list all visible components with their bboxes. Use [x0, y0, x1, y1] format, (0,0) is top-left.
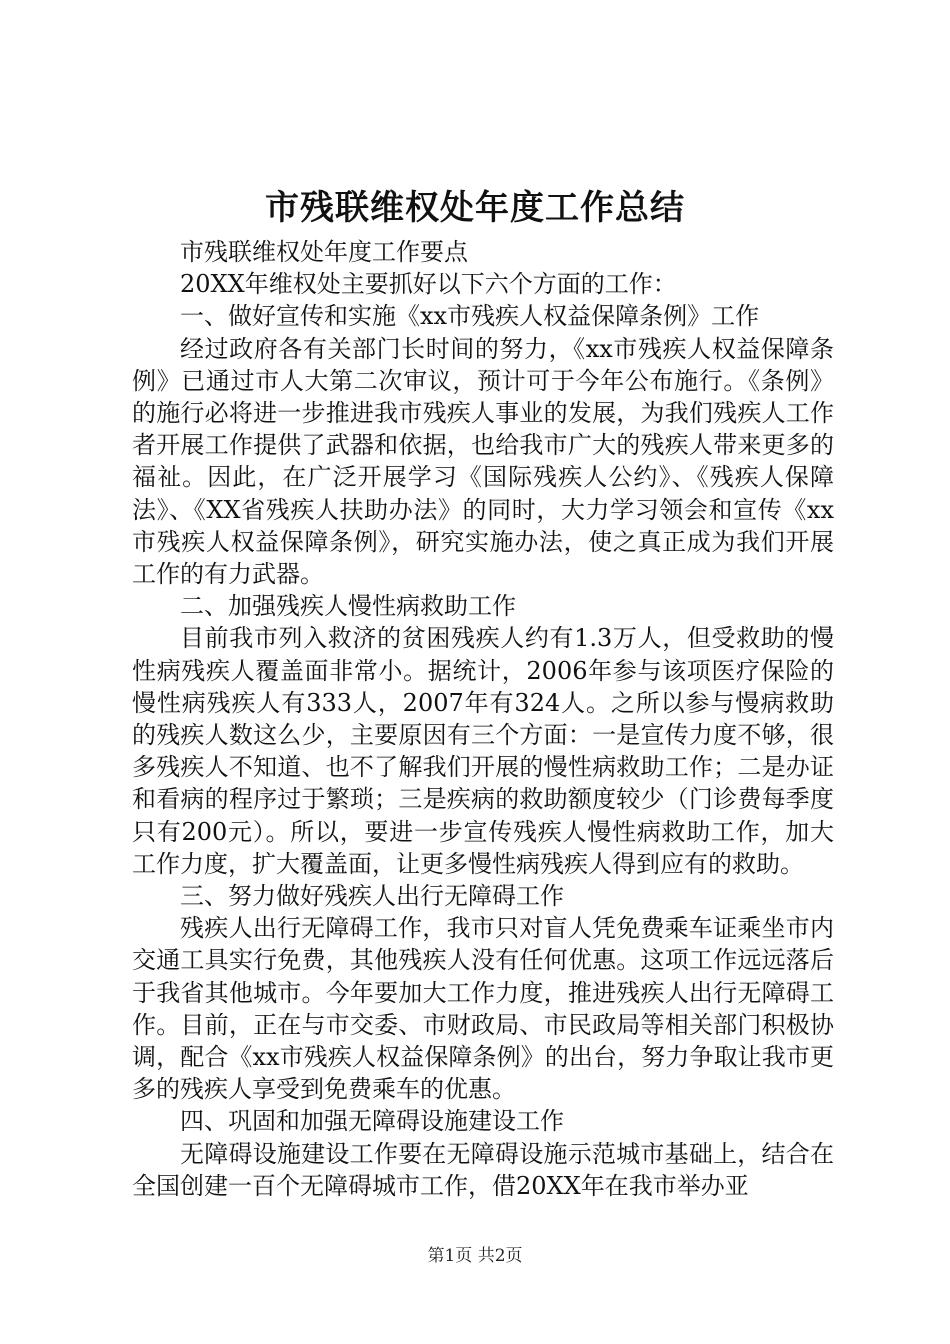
document-title: 市残联维权处年度工作总结 [265, 188, 685, 228]
section-heading: 三、努力做好残疾人出行无障碍工作 [180, 882, 564, 911]
paragraph: 20XX年维权处主要抓好以下六个方面的工作： [180, 270, 677, 299]
paragraph: 目前我市列入救济的贫困残疾人约有1.3万人，但受救助的慢性病残疾人覆盖面非常小。据统计，2006年参与该项医疗保险的慢性病残疾人有333人，2007年有324人。之所以参与慢病救助的残疾人数这么少，主要原因有三个方面：一是宣传力度不够，很多残疾人不知道、也不了解我们开展的慢性病救助工作；二是办证和看病的程序过于繁琐；三是疾病的救助额度较少（门诊费每季度只有200元）。所以，要进一步宣传残疾人慢性病救助工作，加大工作力度，扩大覆盖面，让更多慢性病残疾人得到应有的救助。 [132, 624, 834, 878]
paragraph: 残疾人出行无障碍工作，我市只对盲人凭免费乘车证乘坐市内交通工具实行免费，其他残疾人没有任何优惠。这项工作远远落后于我省其他城市。今年要加大工作力度，推进残疾人出行无障碍工作。目前，正在与市交委、市财政局、市民政局等相关部门积极协调，配合《xx市残疾人权益保障条例》的出台，努力争取让我市更多的残疾人享受到免费乘车的优惠。 [132, 914, 834, 1104]
section-heading: 一、做好宣传和实施《xx市残疾人权益保障条例》工作 [180, 302, 760, 331]
document-body [132, 236, 834, 1202]
section-heading: 二、加强残疾人慢性病救助工作 [180, 592, 516, 621]
section-heading: 四、巩固和加强无障碍设施建设工作 [180, 1107, 564, 1136]
paragraph: 经过政府各有关部门长时间的努力，《xx市残疾人权益保障条例》已通过市人大第二次审议，预计可于今年公布施行。《条例》的施行必将进一步推进我市残疾人事业的发展，为我们残疾人工作者开展工作提供了武器和依据，也给我市广大的残疾人带来更多的福祉。因此，在广泛开展学习《国际残疾人公约》、《残疾人保障法》、《XX省残疾人扶助办法》的同时，大力学习领会和宣传《xx市残疾人权益保障条例》，研究实施办法，使之真正成为我们开展工作的有力武器。 [132, 334, 834, 589]
paragraph: 市残联维权处年度工作要点 [180, 238, 468, 266]
paragraph: 无障碍设施建设工作要在无障碍设施示范城市基础上，结合在全国创建一百个无障碍城市工作，借20XX年在我市举办亚 [132, 1139, 834, 1200]
page-number-footer: 第1页 共2页 [427, 1246, 523, 1266]
